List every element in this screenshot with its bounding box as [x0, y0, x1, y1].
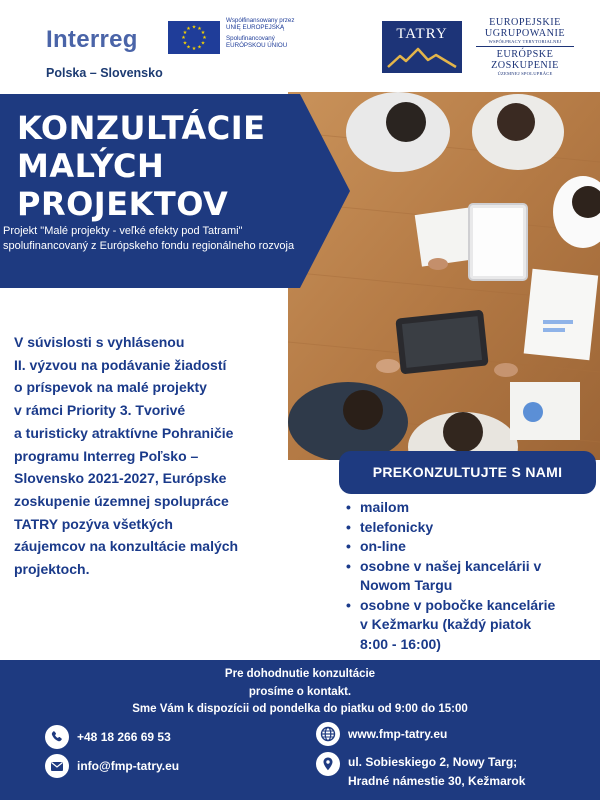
egtc-sk-line2: ZOSKUPENIE — [491, 59, 559, 71]
list-item-text: • telefonicky — [360, 518, 434, 535]
phone-number[interactable]: +48 18 266 69 53 — [77, 730, 171, 744]
list-item — [345, 557, 600, 596]
phone-icon — [45, 725, 69, 749]
list-item — [345, 537, 600, 557]
header — [0, 0, 600, 92]
envelope-icon — [45, 754, 69, 778]
footer-info-line: Pre dohodnutie konzultácie — [224, 668, 376, 680]
intro-paragraph — [14, 331, 314, 581]
intro-line: Slovensko 2021-2027, Európske — [14, 470, 227, 487]
egtc-sk-line3: ÚZEMNEJ SPOLUPRÁCE — [497, 71, 553, 76]
list-item — [345, 596, 600, 655]
svg-text:★: ★ — [200, 30, 206, 36]
intro-line: o príspevok na malé projekty — [14, 379, 207, 396]
list-item-text: • osobne v pobočke kancelárie — [360, 596, 556, 613]
list-item-text: 8:00 - 16:00) — [360, 635, 441, 652]
address — [348, 753, 525, 791]
email-link[interactable]: info@fmp-tatry.eu — [77, 759, 180, 773]
list-item — [345, 498, 600, 518]
egtc-pl-line1: EUROPEJSKIE — [489, 17, 561, 28]
eu-cofinance-sk-line1: Spolufinancovaný — [226, 34, 275, 42]
footer-info-line: prosíme o kontakt. — [248, 685, 352, 698]
consult-with-us-banner: PREKONZULTUJTE S NAMI — [339, 451, 596, 494]
eu-cofinance-pl-line1: Współfinansowany przez — [226, 17, 295, 24]
svg-text:★: ★ — [182, 40, 188, 47]
address-line: Hradné námestie 30, Kežmarok — [348, 774, 526, 788]
svg-text:★: ★ — [186, 44, 191, 51]
list-item-text: • on-line — [360, 538, 406, 554]
location-pin-icon — [316, 752, 340, 776]
website-link[interactable]: www.fmp-tatry.eu — [348, 727, 448, 741]
meeting-photo — [288, 92, 600, 460]
egtc-pl-line2: UGRUPOWANIE — [484, 27, 566, 39]
egtc-pl-line3: WSPÓŁPRACY TERYTORIALNEJ — [488, 39, 562, 44]
tatry-logo-text: TATRY — [396, 26, 448, 42]
project-subtitle: Projekt "Malé projekty - veľké efekty pod Tatrami" spolufinancovaný z Európskeho fondu regionálneho rozvoja — [3, 225, 295, 252]
intro-line: V súvislosti s vyhlásenou — [14, 334, 185, 350]
svg-text:★: ★ — [191, 24, 197, 31]
tatry-logo — [382, 21, 462, 73]
list-item-text: • mailom — [360, 499, 410, 515]
svg-text:★: ★ — [197, 26, 202, 32]
intro-line: TATRY pozýva všetkých — [14, 515, 173, 532]
footer-info-line: Sme Vám k dispozícii od pondelka do piatku od 9:00 do 15:00 — [132, 703, 468, 715]
intro-line: v rámci Priority 3. Tvorivé — [14, 402, 186, 419]
svg-text:★: ★ — [200, 40, 206, 47]
egtc-divider — [476, 46, 574, 47]
list-item-text: Nowom Targu — [360, 577, 453, 593]
intro-line: II. výzvou na podávanie žiadostí — [14, 356, 227, 373]
address-line: ul. Sobieskiego 2, Nowy Targ; — [348, 755, 518, 769]
intro-line: programu Interreg Poľsko – — [14, 447, 199, 464]
list-item-text: • osobne v našej kancelárii v — [360, 557, 542, 574]
svg-text:★: ★ — [181, 35, 186, 42]
eu-flag-icon — [168, 21, 220, 54]
title-line: PROJEKTOV — [17, 185, 229, 223]
eu-cofinance-sk-line2: EURÓPSKOU ÚNIOU — [226, 42, 288, 50]
intro-line: zoskupenie územnej spolupráce — [14, 492, 229, 509]
list-item-text: v Kežmarku (každý piatok — [360, 616, 532, 632]
title-line: MALÝCH — [17, 147, 165, 185]
program-region: Polska – Slovensko — [46, 66, 163, 80]
footer-contact-info — [0, 666, 600, 719]
svg-text:★: ★ — [197, 44, 202, 51]
svg-text:★: ★ — [182, 30, 188, 36]
svg-text:★: ★ — [191, 46, 197, 52]
egtc-sk-line1: EURÓPSKE — [496, 49, 554, 60]
egtc-logo-text — [470, 18, 580, 77]
mountain-icon — [386, 47, 458, 69]
list-item — [345, 518, 600, 538]
title-line: KONZULTÁCIE — [17, 109, 266, 147]
contact-methods-list — [345, 498, 600, 654]
svg-text:★: ★ — [186, 26, 191, 32]
globe-icon — [316, 722, 340, 746]
intro-line: a turisticky atraktívne Pohraničie — [14, 424, 234, 441]
intro-line: projektoch. — [14, 561, 90, 578]
eu-cofinance-text — [226, 17, 346, 50]
intro-line: záujemcov na konzultácie malých — [14, 538, 239, 555]
svg-text:★: ★ — [202, 35, 207, 42]
page-title — [17, 109, 265, 223]
eu-cofinance-pl-line2: UNIĘ EUROPEJSKĄ — [226, 24, 285, 32]
interreg-logo: Interreg — [46, 26, 138, 53]
